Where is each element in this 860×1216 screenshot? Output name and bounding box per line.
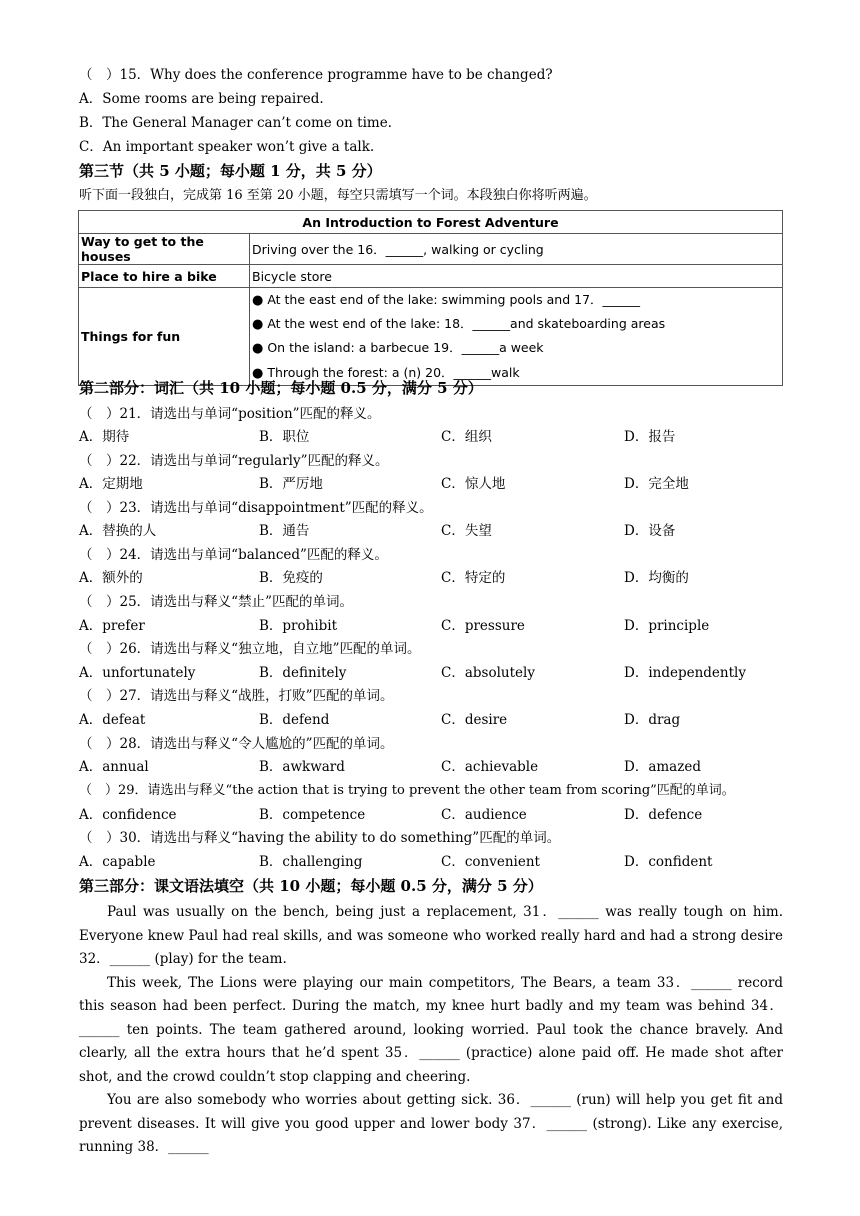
table-row xyxy=(79,265,783,288)
q24-option-d: D．均衡的 xyxy=(624,570,689,586)
q23-option-d: D．设备 xyxy=(624,523,676,539)
q28-option-b: B．awkward xyxy=(259,759,345,775)
q25-stem: （ ）25．请选出与释义“禁止”匹配的单词。 xyxy=(79,594,353,610)
q24-stem: （ ）24．请选出与单词“balanced”匹配的释义。 xyxy=(79,547,388,563)
part3-heading: 第三部分：课文语法填空（共 10 小题；每小题 0.5 分，满分 5 分） xyxy=(79,877,543,895)
fun-item-text: At the west end of the lake: 18．______and skateboarding areas xyxy=(267,316,666,332)
q21-stem: （ ）21．请选出与单词“position”匹配的释义。 xyxy=(79,406,381,422)
table-title: An Introduction to Forest Adventure xyxy=(79,211,783,234)
q27-option-b: B．defend xyxy=(259,712,330,728)
q30-stem: （ ）30．请选出与释义“having the ability to do something”匹配的单词。 xyxy=(79,830,561,846)
q27-option-d: D．drag xyxy=(624,712,681,728)
q27-stem: （ ）27．请选出与释义“战胜，打败”匹配的单词。 xyxy=(79,688,394,704)
q29-option-c: C．audience xyxy=(441,807,527,823)
q21-option-c: C．组织 xyxy=(441,429,492,445)
q23-option-b: B．通告 xyxy=(259,523,310,539)
q29-option-d: D．defence xyxy=(624,807,703,823)
fun-item-text: Through the forest: a (n) 20．______walk xyxy=(267,364,520,380)
q24-option-b: B．免疫的 xyxy=(259,570,323,586)
q22-option-b: B．严厉地 xyxy=(259,476,323,492)
q30-option-d: D．confident xyxy=(624,854,713,870)
fun-item xyxy=(252,312,780,336)
q23-stem: （ ）23．请选出与单词“disappointment”匹配的释义。 xyxy=(79,500,433,516)
q30-option-a: A．capable xyxy=(79,854,156,870)
q22-option-a: A．定期地 xyxy=(79,476,143,492)
q15-option-b: B．The General Manager can’t come on time. xyxy=(79,115,392,131)
q30-option-b: B．challenging xyxy=(259,854,363,870)
q15-option-c: C．An important speaker won’t give a talk. xyxy=(79,139,375,155)
row-value-way: Driving over the 16．______, walking or cycling xyxy=(250,234,783,265)
bullet-icon: ● xyxy=(252,293,264,308)
fun-item-text: On the island: a barbecue 19．______a week xyxy=(267,340,544,356)
q22-option-c: C．惊人地 xyxy=(441,476,506,492)
q24-option-c: C．特定的 xyxy=(441,570,506,586)
q25-option-d: D．principle xyxy=(624,618,710,634)
q26-stem: （ ）26．请选出与释义“独立地，自立地”匹配的单词。 xyxy=(79,641,421,657)
q23-option-a: A．替换的人 xyxy=(79,523,157,539)
row-label-way: Way to get to the houses xyxy=(79,234,250,265)
section3-heading: 第三节（共 5 小题；每小题 1 分，共 5 分） xyxy=(79,162,382,180)
q15-option-a: A．Some rooms are being repaired. xyxy=(79,91,324,107)
q28-option-a: A．annual xyxy=(79,759,149,775)
q28-option-d: D．amazed xyxy=(624,759,701,775)
passage-paragraph: Paul was usually on the bench, being just a replacement, 31．______ was really tough on him. Everyone knew Paul had real skills, and was someone who worked really hard and had a strong desire 32．______ (play) for the team. xyxy=(79,904,783,967)
table-row xyxy=(79,288,783,386)
q27-option-c: C．desire xyxy=(441,712,508,728)
bullet-icon: ● xyxy=(252,365,264,381)
q25-option-c: C．pressure xyxy=(441,618,525,634)
q21-option-d: D．报告 xyxy=(624,429,676,445)
q29-option-a: A．confidence xyxy=(79,807,177,823)
q30-option-c: C．convenient xyxy=(441,854,540,870)
q22-stem: （ ）22．请选出与单词“regularly”匹配的释义。 xyxy=(79,453,389,469)
q26-option-b: B．definitely xyxy=(259,665,347,681)
q28-stem: （ ）28．请选出与释义“令人尴尬的”匹配的单词。 xyxy=(79,736,394,752)
table-row xyxy=(79,234,783,265)
bullet-icon: ● xyxy=(252,317,264,333)
section3-instruction: 听下面一段独白，完成第 16 至第 20 小题，每空只需填写一个词。本段独白你将听两遍。 xyxy=(79,188,597,203)
q25-option-a: A．prefer xyxy=(79,618,145,634)
q15-stem: （ ）15．Why does the conference programme have to be changed? xyxy=(79,67,553,83)
row-label-fun: Things for fun xyxy=(79,288,250,386)
bullet-icon: ● xyxy=(252,341,264,357)
q29-stem: （ ）29．请选出与释义“the action that is trying to prevent the other team from scoring”匹配的单词。 xyxy=(79,783,735,798)
q25-option-b: B．prohibit xyxy=(259,618,338,634)
q26-option-a: A．unfortunately xyxy=(79,665,196,681)
row-value-bike: Bicycle store xyxy=(250,265,783,288)
q23-option-c: C．失望 xyxy=(441,523,492,539)
q24-option-a: A．额外的 xyxy=(79,570,143,586)
fun-item xyxy=(252,336,780,360)
q27-option-a: A．defeat xyxy=(79,712,146,728)
q26-option-c: C．absolutely xyxy=(441,665,535,681)
fun-item-text: At the east end of the lake: swimming pools and 17．______ xyxy=(267,292,641,307)
q22-option-d: D．完全地 xyxy=(624,476,689,492)
forest-adventure-table xyxy=(78,210,783,386)
q28-option-c: C．achievable xyxy=(441,759,539,775)
passage-paragraph: You are also somebody who worries about getting sick. 36．______ (run) will help you get fit and prevent diseases. It will give you good upper and lower body 37．______ (strong). Like any exercise, running 38．______ xyxy=(79,1092,783,1155)
passage-paragraph: This week, The Lions were playing our main competitors, The Bears, a team 33．______ record this season had been perfect. During the match, my knee hurt badly and my team was behind 34．______ ten points. The team gathered around, looking worried. Paul took the chance bravely. And clearly, all the extra hours that he’d spent 35．______ (practice) alone paid off. He made shot after shot, and the crowd couldn’t stop clapping and cheering. xyxy=(79,974,783,1085)
part2-heading: 第二部分：词汇（共 10 小题；每小题 0.5 分，满分 5 分） xyxy=(79,379,483,397)
q26-option-d: D．independently xyxy=(624,665,746,681)
passage xyxy=(79,901,783,1160)
q21-option-a: A．期待 xyxy=(79,429,130,445)
row-label-bike: Place to hire a bike xyxy=(79,265,250,288)
q29-option-b: B．competence xyxy=(259,807,366,823)
fun-item xyxy=(252,288,780,312)
q21-option-b: B．职位 xyxy=(259,429,310,445)
